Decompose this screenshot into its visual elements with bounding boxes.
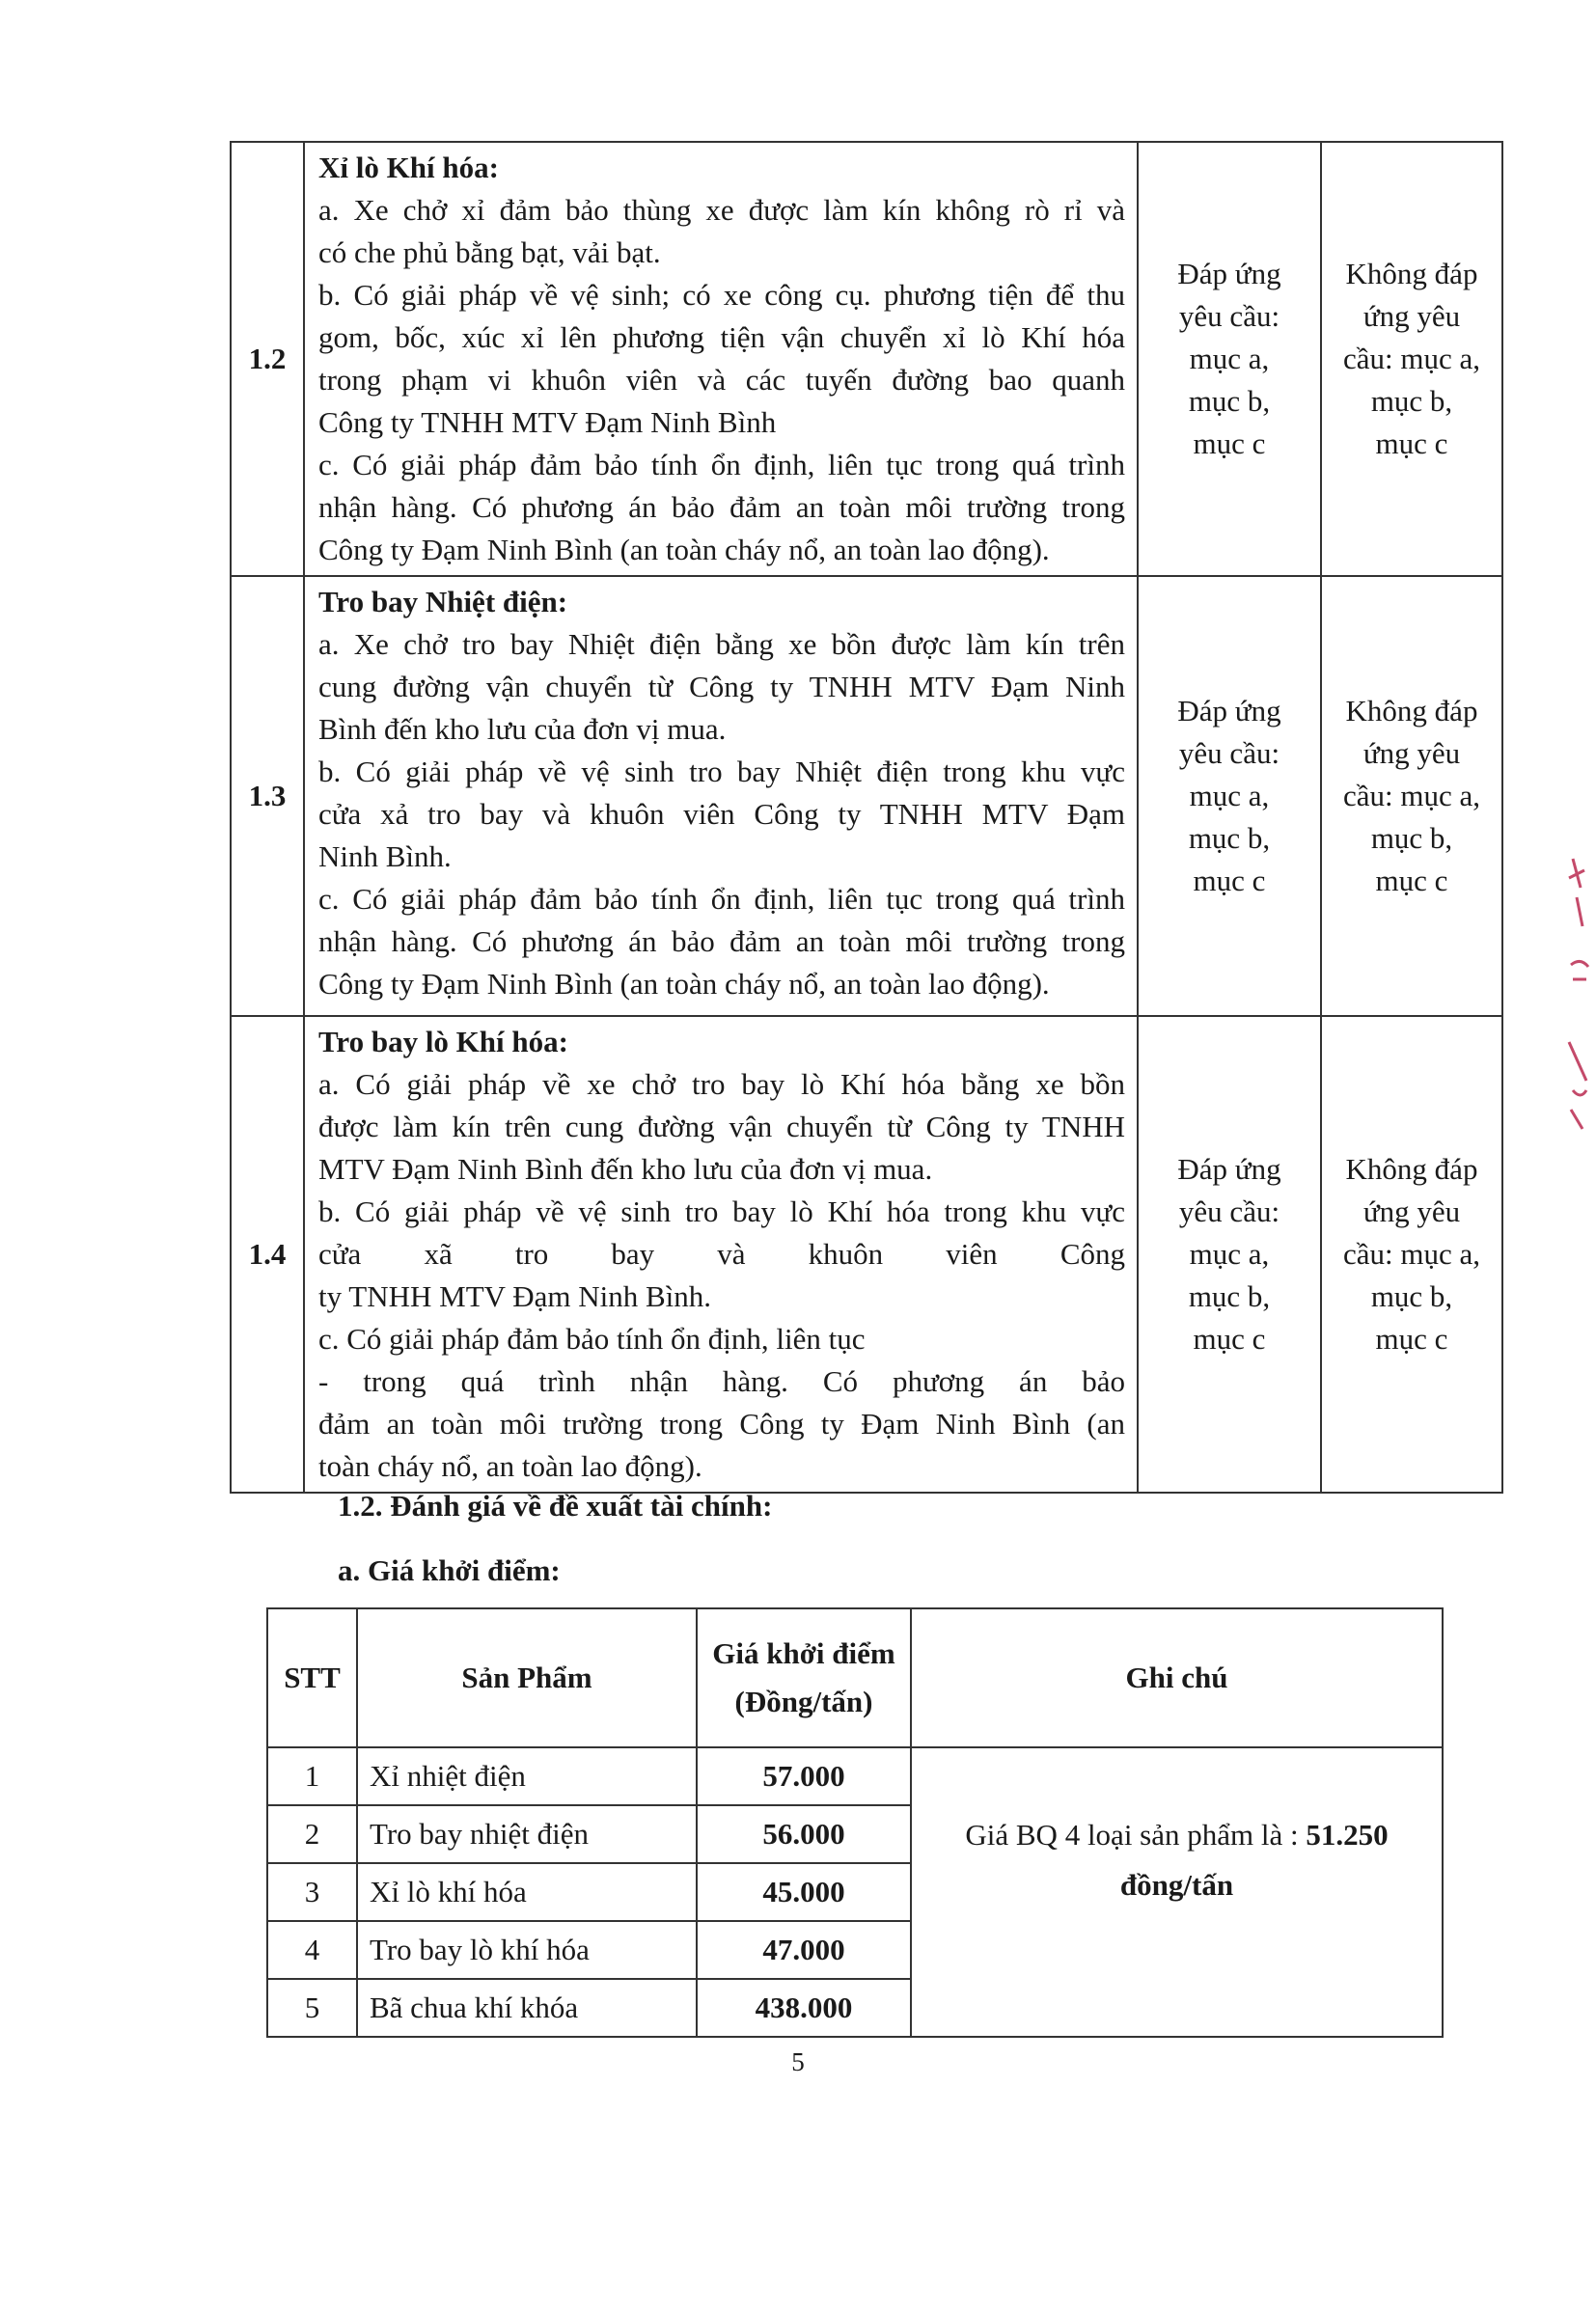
price-header-row: [267, 1608, 1443, 1747]
verdict-fails-line: mục b,: [1370, 384, 1453, 418]
verdict-fails-line: ứng yêu: [1362, 736, 1461, 770]
criteria-line: Ninh Bình.: [318, 839, 452, 873]
criteria-line: a. Xe chở xỉ đảm bảo thùng xe được làm kín không rò rỉ và: [318, 193, 1125, 227]
criteria-line: b. Có giải pháp về vệ sinh; có xe công cụ. phương tiện để thu: [318, 278, 1125, 312]
verdict-meets-line: yêu cầu:: [1178, 1194, 1280, 1228]
note-cell: [911, 1747, 1443, 2037]
verdict-meets-line: mục c: [1193, 1322, 1266, 1356]
price-body: [267, 1608, 1443, 2037]
verdict-fails: [1321, 576, 1502, 1016]
criteria-number: 1.3: [231, 576, 304, 1016]
criteria-number: 1.2: [231, 142, 304, 576]
stamp-mark: [1563, 849, 1592, 1139]
criteria-description: [304, 142, 1138, 576]
criteria-line: toàn cháy nổ, an toàn lao động).: [318, 1449, 702, 1483]
criteria-line: - trong quá trình nhận hàng. Có phương án bảo: [318, 1364, 1125, 1398]
criteria-heading: Tro bay Nhiệt điện:: [318, 585, 568, 618]
criteria-line: nhận hàng. Có phương án bảo đảm an toàn môi trường trong: [318, 490, 1125, 524]
verdict-fails-line: mục c: [1375, 864, 1448, 897]
verdict-meets-line: mục c: [1193, 426, 1266, 460]
header-price-line2: (Đồng/tấn): [734, 1685, 873, 1718]
price-row: [267, 1747, 1443, 1805]
criteria-line: cửa xả tro bay và khuôn viên Công ty TNHH MTV Đạm: [318, 797, 1125, 831]
header-product: Sản Phẩm: [357, 1608, 697, 1747]
verdict-fails-line: mục c: [1375, 1322, 1448, 1356]
verdict-meets: [1138, 576, 1321, 1016]
row-price: 438.000: [697, 1979, 911, 2037]
verdict-meets-line: mục a,: [1189, 342, 1270, 375]
criteria-line: Bình đến kho lưu của đơn vị mua.: [318, 712, 727, 746]
criteria-line: cung đường vận chuyển từ Công ty TNHH MTV Đạm Ninh: [318, 670, 1125, 703]
row-product: Bã chua khí khóa: [357, 1979, 697, 2037]
row-stt: 1: [267, 1747, 357, 1805]
criteria-line: đảm an toàn môi trường trong Công ty Đạm Ninh Bình (an: [318, 1407, 1125, 1441]
note-unit: đồng/tấn: [1119, 1868, 1234, 1902]
verdict-fails-line: mục b,: [1370, 821, 1453, 855]
header-stt: STT: [267, 1608, 357, 1747]
verdict-meets-line: mục b,: [1188, 384, 1271, 418]
verdict-fails: [1321, 1016, 1502, 1493]
verdict-fails-line: cầu: mục a,: [1342, 1237, 1480, 1271]
row-product: Tro bay nhiệt điện: [357, 1805, 697, 1863]
verdict-fails-line: Không đáp: [1345, 257, 1478, 290]
verdict-meets-line: mục a,: [1189, 1237, 1270, 1271]
header-price-line1: Giá khởi điểm: [712, 1636, 895, 1670]
criteria-row: [231, 1016, 1502, 1493]
criteria-line: a. Xe chở tro bay Nhiệt điện bằng xe bồn được làm kín trên: [318, 627, 1125, 661]
criteria-line: có che phủ bằng bạt, vải bạt.: [318, 235, 661, 269]
section-heading: 1.2. Đánh giá về đề xuất tài chính:: [338, 1489, 773, 1523]
criteria-description: [304, 576, 1138, 1016]
row-stt: 2: [267, 1805, 357, 1863]
criteria-line: trong phạm vi khuôn viên và các tuyến đường bao quanh: [318, 363, 1125, 397]
criteria-row: [231, 576, 1502, 1016]
verdict-meets: [1138, 1016, 1321, 1493]
verdict-meets-line: Đáp ứng: [1177, 257, 1281, 290]
verdict-meets-line: mục b,: [1188, 821, 1271, 855]
verdict-meets-line: mục c: [1193, 864, 1266, 897]
criteria-line: Công ty Đạm Ninh Bình (an toàn cháy nổ, an toàn lao động).: [318, 967, 1050, 1001]
row-product: Xỉ nhiệt điện: [357, 1747, 697, 1805]
criteria-body: [231, 142, 1502, 1493]
verdict-meets-line: mục a,: [1189, 779, 1270, 812]
row-stt: 3: [267, 1863, 357, 1921]
row-stt: 5: [267, 1979, 357, 2037]
verdict-meets-line: mục b,: [1188, 1279, 1271, 1313]
verdict-meets-line: yêu cầu:: [1178, 736, 1280, 770]
verdict-meets-line: yêu cầu:: [1178, 299, 1280, 333]
verdict-meets: [1138, 142, 1321, 576]
note-value: 51.250: [1306, 1818, 1389, 1852]
verdict-fails-line: mục b,: [1370, 1279, 1453, 1313]
criteria-line: c. Có giải pháp đảm bảo tính ổn định, liên tục trong quá trình: [318, 882, 1125, 916]
criteria-line: ty TNHH MTV Đạm Ninh Bình.: [318, 1279, 712, 1313]
criteria-line: MTV Đạm Ninh Bình đến kho lưu của đơn vị mua.: [318, 1152, 933, 1186]
verdict-fails: [1321, 142, 1502, 576]
verdict-fails-line: mục c: [1375, 426, 1448, 460]
criteria-line: cửa xã tro bay và khuôn viên Công: [318, 1237, 1125, 1271]
row-stt: 4: [267, 1921, 357, 1979]
price-table: [266, 1607, 1444, 2038]
criteria-line: a. Có giải pháp về xe chở tro bay lò Khí hóa bằng xe bồn: [318, 1067, 1125, 1101]
verdict-fails-line: Không đáp: [1345, 1152, 1478, 1186]
criteria-heading: Xỉ lò Khí hóa:: [318, 151, 499, 184]
verdict-fails-line: Không đáp: [1345, 694, 1478, 727]
criteria-line: Công ty TNHH MTV Đạm Ninh Bình: [318, 405, 777, 439]
criteria-table: [230, 141, 1503, 1494]
note-prefix: Giá BQ 4 loại sản phẩm là :: [965, 1818, 1307, 1852]
criteria-line: c. Có giải pháp đảm bảo tính ổn định, liên tục trong quá trình: [318, 448, 1125, 481]
criteria-row: [231, 142, 1502, 576]
verdict-fails-line: ứng yêu: [1362, 1194, 1461, 1228]
row-product: Xỉ lò khí hóa: [357, 1863, 697, 1921]
verdict-fails-line: cầu: mục a,: [1342, 342, 1480, 375]
verdict-meets-line: Đáp ứng: [1177, 1152, 1281, 1186]
row-price: 47.000: [697, 1921, 911, 1979]
criteria-line: nhận hàng. Có phương án bảo đảm an toàn môi trường trong: [318, 924, 1125, 958]
page-number: 5: [791, 2047, 805, 2076]
criteria-line: được làm kín trên cung đường vận chuyển từ Công ty TNHH: [318, 1110, 1125, 1143]
header-price: [697, 1608, 911, 1747]
criteria-heading: Tro bay lò Khí hóa:: [318, 1025, 568, 1058]
criteria-line: gom, bốc, xúc xỉ lên phương tiện vận chuyển xỉ lò Khí hóa: [318, 320, 1125, 354]
header-note: Ghi chú: [911, 1608, 1443, 1747]
row-product: Tro bay lò khí hóa: [357, 1921, 697, 1979]
criteria-line: b. Có giải pháp về vệ sinh tro bay Nhiệt điện trong khu vực: [318, 755, 1125, 788]
criteria-line: b. Có giải pháp về vệ sinh tro bay lò Khí hóa trong khu vực: [318, 1194, 1125, 1228]
verdict-fails-line: cầu: mục a,: [1342, 779, 1480, 812]
verdict-meets-line: Đáp ứng: [1177, 694, 1281, 727]
row-price: 56.000: [697, 1805, 911, 1863]
verdict-fails-line: ứng yêu: [1362, 299, 1461, 333]
sub-heading: a. Giá khởi điểm:: [338, 1553, 561, 1587]
criteria-line: Công ty Đạm Ninh Bình (an toàn cháy nổ, an toàn lao động).: [318, 533, 1050, 566]
criteria-description: [304, 1016, 1138, 1493]
criteria-line: c. Có giải pháp đảm bảo tính ổn định, liên tục: [318, 1322, 866, 1356]
row-price: 45.000: [697, 1863, 911, 1921]
row-price: 57.000: [697, 1747, 911, 1805]
criteria-number: 1.4: [231, 1016, 304, 1493]
